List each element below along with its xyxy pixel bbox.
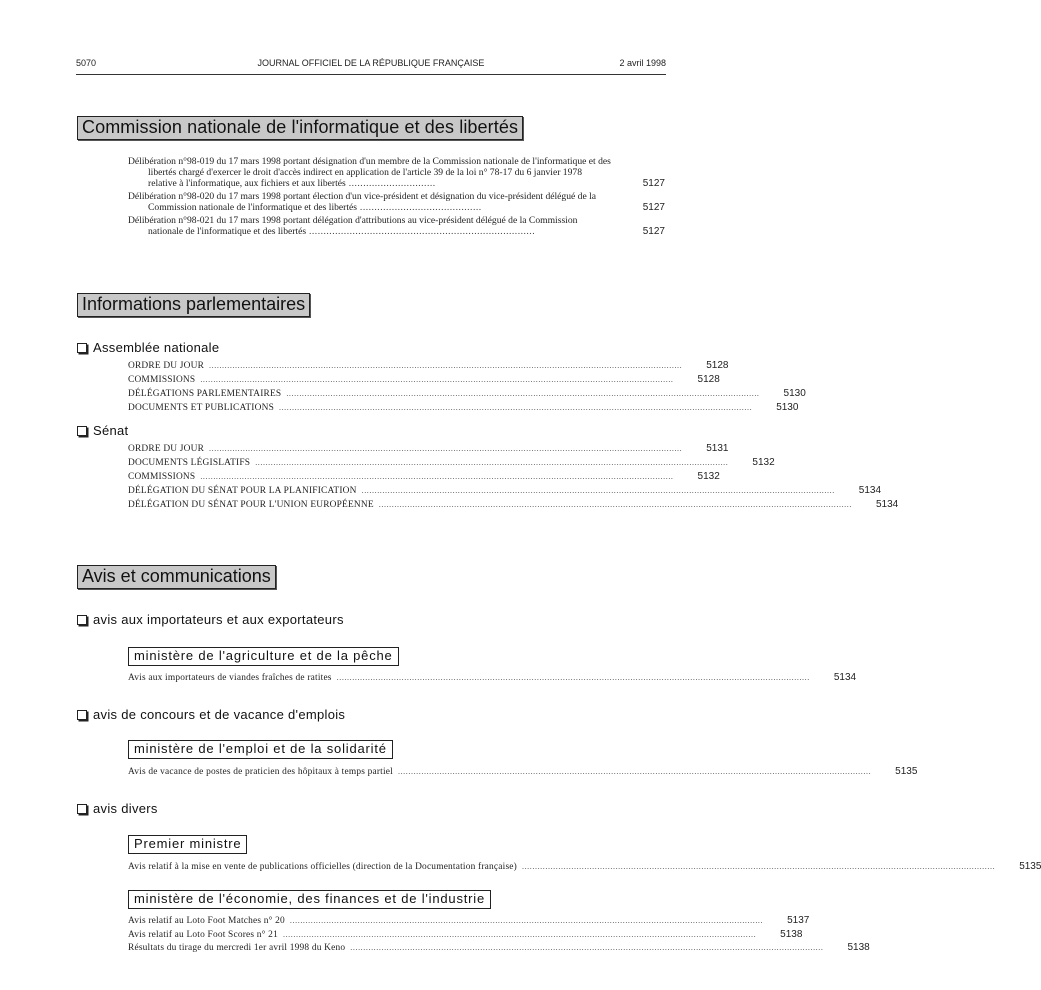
group-name: Assemblée nationale	[93, 340, 220, 355]
item-label: COMMISSIONS	[128, 472, 196, 482]
ministry-heading: Premier ministre	[128, 835, 247, 854]
group-name: avis de concours et de vacance d'emplois	[93, 707, 346, 722]
dot-leader: ......................................................................................................................................................................................	[289, 916, 764, 925]
dot-leader: ......................................................................................................................................................................................	[200, 375, 674, 384]
group-heading-senat	[77, 423, 128, 438]
toc-entry[interactable]	[128, 191, 665, 213]
dot-leader: ......................................................................................................................................................................................	[350, 943, 824, 952]
item-page: 5135	[1019, 861, 1041, 872]
item-label: DOCUMENTS LÉGISLATIFS	[128, 458, 251, 468]
page-number: 5070	[76, 58, 97, 68]
toc-item[interactable]	[128, 442, 729, 455]
toc-item[interactable]	[128, 470, 720, 483]
item-label: Avis relatif à la mise en vente de publications officielles (direction de la Documentation française)	[128, 862, 517, 872]
entry-text: Délibération n°98-019 du 17 mars 1998 portant désignation d'un membre de la Commission nationale de l'informatique et des libertés chargé d'exercer le droit d'accès indirect en application de l'article 39 de la loi n° 78-17 du 6 janvier 1978 relative à l'informatique, aux fichiers et aux libertés	[128, 156, 611, 190]
group-name: avis divers	[93, 801, 158, 816]
ministry-heading: ministère de l'économie, des finances et de l'industrie	[128, 890, 491, 909]
dot-leader: ......................................................................................................................................................................................	[209, 361, 683, 370]
issue-date: 2 avril 1998	[619, 58, 666, 68]
toc-item[interactable]	[128, 401, 799, 414]
dot-leader: ..............................................................................	[306, 226, 536, 238]
entry-page: 5127	[642, 202, 665, 214]
item-label: DÉLÉGATIONS PARLEMENTAIRES	[128, 389, 282, 399]
item-label: DÉLÉGATION DU SÉNAT POUR LA PLANIFICATION	[128, 486, 357, 496]
item-page: 5132	[697, 471, 720, 482]
entry-page: 5127	[642, 226, 665, 238]
ministry-heading: ministère de l'emploi et de la solidarité	[128, 740, 393, 759]
item-label: Résultats du tirage du mercredi 1er avril 1998 du Keno	[128, 943, 346, 953]
dot-leader: ......................................................................................................................................................................................	[209, 444, 683, 453]
item-page: 5131	[706, 443, 729, 454]
toc-item[interactable]	[128, 671, 857, 684]
group-name: Sénat	[93, 423, 129, 438]
checkbox-bullet-icon	[77, 710, 87, 720]
entry-text: Délibération n°98-021 du 17 mars 1998 portant délégation d'attributions au vice-président délégué de la Commission nationale de l'informatique et des libertés	[128, 215, 578, 238]
toc-item[interactable]	[128, 387, 806, 400]
group-heading-divers	[77, 801, 158, 816]
dot-leader: ......................................................................................................................................................................................	[521, 862, 996, 871]
item-page: 5134	[875, 499, 899, 510]
item-page: 5130	[776, 402, 799, 413]
item-label: Avis de vacance de postes de praticien des hôpitaux à temps partiel	[128, 767, 393, 777]
dot-leader: ......................................................................................................................................................................................	[378, 500, 852, 509]
toc-item[interactable]	[128, 941, 870, 954]
journal-title: JOURNAL OFFICIEL DE LA RÉPUBLIQUE FRANÇAISE	[257, 58, 485, 68]
item-label: COMMISSIONS	[128, 375, 196, 385]
checkbox-bullet-icon	[77, 804, 87, 814]
section-title-parlementaires: Informations parlementaires	[77, 293, 310, 317]
entry-page: 5127	[642, 178, 665, 190]
toc-item[interactable]	[128, 484, 882, 497]
dot-leader: ......................................................................................................................................................................................	[278, 403, 753, 412]
entry-text: Délibération n°98-020 du 17 mars 1998 portant élection d'un vice-président et désignation du vice-président délégué de la Commission nationale de l'informatique et des libertés	[128, 191, 597, 214]
item-page: 5128	[697, 374, 720, 385]
toc-item[interactable]	[128, 498, 899, 511]
item-label: DÉLÉGATION DU SÉNAT POUR L'UNION EUROPÉENNE	[128, 500, 374, 510]
checkbox-bullet-icon	[77, 343, 87, 353]
toc-item[interactable]	[128, 456, 775, 469]
item-page: 5138	[780, 929, 803, 940]
dot-leader: ......................................................................................................................................................................................	[255, 458, 729, 467]
dot-leader: ..........................................	[357, 202, 482, 214]
item-label: Avis relatif au Loto Foot Matches n° 20	[128, 916, 285, 926]
group-heading-importateurs	[77, 612, 344, 627]
running-head	[76, 58, 666, 72]
item-page: 5134	[833, 672, 857, 683]
item-label: Avis aux importateurs de viandes fraîches de ratites	[128, 673, 332, 683]
toc-item[interactable]	[128, 373, 720, 386]
item-page: 5128	[706, 360, 729, 371]
dot-leader: ......................................................................................................................................................................................	[282, 930, 757, 939]
dot-leader: ......................................................................................................................................................................................	[286, 389, 760, 398]
item-page: 5137	[787, 915, 810, 926]
dot-leader: ......................................................................................................................................................................................	[361, 486, 835, 495]
toc-item[interactable]	[128, 765, 918, 778]
item-label: ORDRE DU JOUR	[128, 444, 205, 454]
item-page: 5138	[847, 942, 870, 953]
toc-item[interactable]	[128, 928, 803, 941]
group-heading-concours	[77, 707, 345, 722]
toc-item[interactable]	[128, 914, 810, 927]
ministry-heading: ministère de l'agriculture et de la pêche	[128, 647, 399, 666]
group-heading-assemblee	[77, 340, 219, 355]
checkbox-bullet-icon	[77, 426, 87, 436]
group-name: avis aux importateurs et aux exportateurs	[93, 612, 344, 627]
dot-leader: ......................................................................................................................................................................................	[200, 472, 674, 481]
toc-item[interactable]	[128, 860, 1041, 873]
header-rule	[76, 74, 666, 75]
section-title-cnil: Commission nationale de l'informatique et des libertés	[77, 116, 523, 140]
item-page: 5135	[895, 766, 918, 777]
item-label: Avis relatif au Loto Foot Scores n° 21	[128, 930, 278, 940]
dot-leader: ..............................	[345, 178, 436, 190]
dot-leader: ......................................................................................................................................................................................	[397, 767, 872, 776]
toc-item[interactable]	[128, 359, 729, 372]
item-label: ORDRE DU JOUR	[128, 361, 205, 371]
toc-entry[interactable]	[128, 215, 665, 237]
item-page: 5132	[752, 457, 775, 468]
item-page: 5134	[858, 485, 882, 496]
section-title-avis: Avis et communications	[77, 565, 276, 589]
item-page: 5130	[783, 388, 806, 399]
toc-entry[interactable]	[128, 156, 665, 190]
item-label: DOCUMENTS ET PUBLICATIONS	[128, 403, 274, 413]
checkbox-bullet-icon	[77, 615, 87, 625]
dot-leader: ......................................................................................................................................................................................	[336, 673, 810, 682]
